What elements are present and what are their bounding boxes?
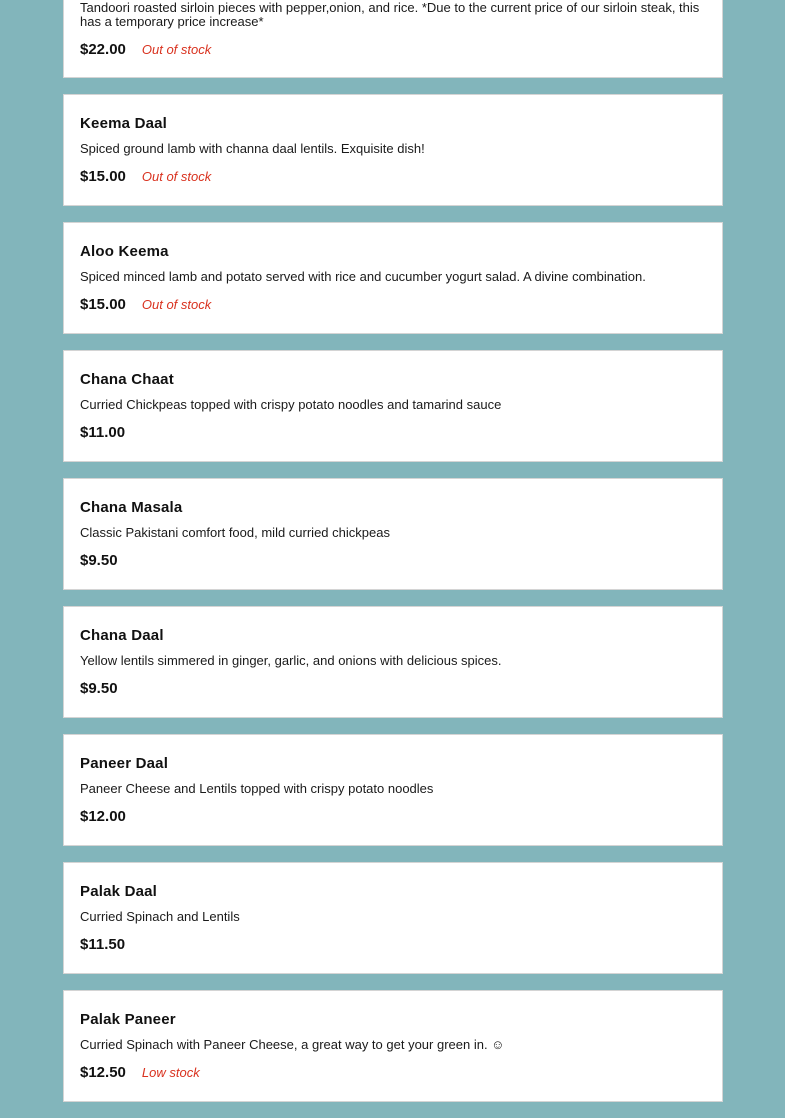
stock-status: Low stock xyxy=(141,1065,200,1080)
item-description: Curried Spinach and Lentils xyxy=(80,909,240,924)
item-description: Spiced minced lamb and potato served with rice and cucumber yogurt salad. A divine combination. xyxy=(80,269,646,284)
item-name: Chana Chaat xyxy=(80,371,174,388)
item-description: Paneer Cheese and Lentils topped with crispy potato noodles xyxy=(80,781,434,796)
price-row xyxy=(80,41,211,58)
item-description: Spiced ground lamb with channa daal lentils. Exquisite dish! xyxy=(80,141,425,156)
item-description: Curried Spinach with Paneer Cheese, a great way to get your green in. ☺ xyxy=(80,1037,505,1052)
item-price: $9.50 xyxy=(80,680,118,697)
menu-item-card[interactable] xyxy=(63,606,723,718)
price-row xyxy=(80,168,211,185)
menu-item-card[interactable] xyxy=(63,990,723,1102)
price-row xyxy=(80,1064,200,1081)
price-row xyxy=(80,936,141,953)
item-price: $15.00 xyxy=(80,168,126,185)
stock-status: Out of stock xyxy=(141,42,212,57)
item-price: $9.50 xyxy=(80,552,118,569)
price-row xyxy=(80,680,134,697)
item-name: Palak Paneer xyxy=(80,1011,176,1028)
item-description: Yellow lentils simmered in ginger, garlic, and onions with delicious spices. xyxy=(80,653,502,668)
item-name: Palak Daal xyxy=(80,883,158,900)
stock-status: Out of stock xyxy=(141,169,212,184)
price-row xyxy=(80,808,142,825)
item-name: Keema Daal xyxy=(80,115,168,132)
menu-item-card[interactable] xyxy=(63,222,723,334)
menu-item-card[interactable] xyxy=(63,0,723,78)
item-name: Paneer Daal xyxy=(80,755,169,772)
item-price: $15.00 xyxy=(80,296,126,313)
item-price: $11.00 xyxy=(80,424,126,441)
menu-item-card[interactable] xyxy=(63,94,723,206)
stock-status: Out of stock xyxy=(141,297,212,312)
item-price: $12.50 xyxy=(80,1064,126,1081)
item-price: $12.00 xyxy=(80,808,126,825)
item-description: Curried Chickpeas topped with crispy potato noodles and tamarind sauce xyxy=(80,397,502,412)
menu-item-card[interactable] xyxy=(63,478,723,590)
price-row xyxy=(80,296,211,313)
menu-item-card[interactable] xyxy=(63,734,723,846)
item-name: Aloo Keema xyxy=(80,243,169,260)
price-row xyxy=(80,424,141,441)
item-name: Chana Masala xyxy=(80,499,183,516)
item-price: $22.00 xyxy=(80,41,126,58)
item-description: Tandoori roasted sirloin pieces with pepper,onion, and rice. *Due to the current price of our sirloin steak, this has a temporary price increase* xyxy=(80,0,700,29)
menu-item-card[interactable] xyxy=(63,350,723,462)
item-name: Chana Daal xyxy=(80,627,164,644)
menu-item-card[interactable] xyxy=(63,862,723,974)
menu-item-list xyxy=(63,0,723,1118)
price-row xyxy=(80,552,134,569)
item-description: Classic Pakistani comfort food, mild curried chickpeas xyxy=(80,525,390,540)
item-price: $11.50 xyxy=(80,936,126,953)
